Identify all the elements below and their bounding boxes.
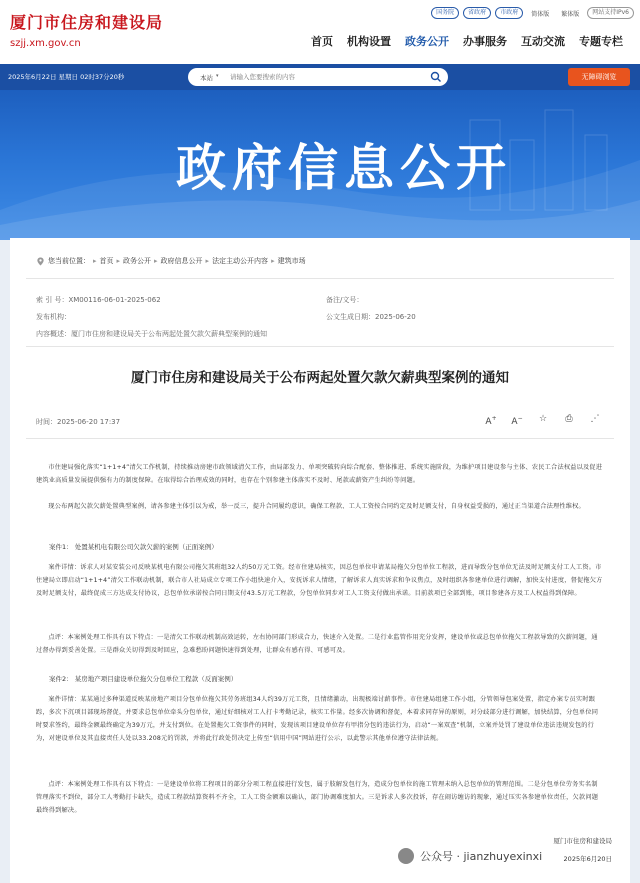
search-box [188, 68, 448, 86]
chevron-down-icon: ▾ [216, 73, 219, 79]
paragraph-intro: 市住建局强化落实“1+1+4”清欠工作机制，持续推动房建市政领域清欠工作，由局部发力、单项突破转向综合配套、整体推进、系统实施阶段，为维护项目建设参与主体、农民工合法权益以及促进建筑业高质量发展提供强有力的制度保障。在取得综合治理成效的同时，也存在个别参建主体落实不及时、尾款或薪资产生纠纷等问题。 [36, 464, 603, 484]
nav-org[interactable]: 机构设置 [347, 35, 391, 48]
watermark-text: 公众号 · jianzhuyexinxi [420, 850, 543, 863]
print-icon[interactable]: ⎙ [565, 414, 573, 424]
favorite-star-icon[interactable]: ☆ [538, 414, 548, 424]
location-icon [36, 257, 45, 266]
breadcrumb-arrow: ▸ [205, 257, 210, 265]
breadcrumb-arrow: ▸ [154, 257, 158, 265]
case2-detail: 案件详情：某某通过多种渠道反映某房地产项目分包单位拖欠其劳务班组34人约39万元工资，且情绪激动，出现极端讨薪事件。市住建局组建工作小组，分管领导包案处置，指定办案专员实时跟踪，多次下沉项目部现场督促，并要求总包单位牵头分包单位，通过好细核对工人打卡考勤记录，核实工作量。经多次协调和督促，本着求同存异的原则，对分歧部分进行调解，加快结算，分包单位同时要求签约，最终金额最终确定为39万元，并支付到位。在处置拖欠工资事件的同时，发现该项目建设单位存有甲指分包的违法行为，启动“一案双查”机制，立案并处罚了建设单位违法违规发包的行为，对建设单位及其直接责任人处以33.208元的罚款，并将此行政处罚决定上传至“信用中国”网站进行公示，以此警示其他单位遵守法律法规。 [36, 696, 599, 742]
breadcrumb-arrow: ▸ [271, 257, 275, 265]
signature-org: 厦门市住房和建设局 [553, 837, 612, 845]
current-date: 2025年6月22日 星期日 02时37分20秒 [8, 73, 125, 81]
utility-bar [0, 64, 640, 90]
ipv6-badge: 网站支持IPv6 [587, 7, 634, 19]
breadcrumb-construction-market[interactable]: 建筑市场 [277, 257, 306, 265]
case2-heading: 案件2： 某房地产项目建设单位拖欠分包单位工程款（反面案例） [49, 675, 238, 683]
breadcrumb-gov-affairs[interactable]: 政务公开 [123, 257, 152, 265]
publish-time: 时间：2025-06-20 17:37 [36, 418, 121, 426]
meta-pub-org: 发布机构： [36, 313, 71, 321]
link-simplified[interactable]: 简体版 [531, 10, 550, 18]
divider [26, 438, 614, 439]
case1-detail: 案件详情：诉求人对某安装公司反映某机电有限公司拖欠其班组32人约50万元工资。经市住建局核实，因总包单位申请某局拖欠分包单位工程款，进而导致分包单位无法及时足额支付工人工资。市住建局立即启动“1+1+4”清欠工作联动机制，联合市人社局成立专项工作小组快速介入，安抚诉求人情绪，了解诉求人真实诉求和争议焦点，及时组织各参建单位进行调解，加快支付进度，督促拖欠方及时足额支付，最终促成三方达成支付协议，总包单位承诺按合同日期支付43.5万元工程款，分包单位同步对工人工资支付做出承诺。目前款项已全部到账，项目参建各方及工人权益得到保障。 [36, 564, 603, 597]
search-input[interactable] [226, 71, 424, 83]
content-card [10, 238, 630, 883]
meta-remark: 备注/文号： [326, 296, 364, 304]
paragraph-notice: 现公布两起欠款欠薪处置典型案例，请各参建主体引以为戒，举一反三，提升合同履约意识，确保工程款、工人工资按合同约定及时足额支付，自身权益受损的，通过正当渠道合法理性维权。 [48, 503, 585, 510]
breadcrumb [36, 256, 306, 266]
link-province[interactable]: 省政府 [463, 7, 491, 19]
meta-gen-date: 公文生成日期：2025-06-20 [326, 313, 416, 321]
nav-interaction[interactable]: 互动交流 [521, 35, 565, 48]
site-domain: szjj.xm.gov.cn [10, 38, 81, 49]
breadcrumb-home[interactable]: 首页 [99, 257, 114, 265]
document-title: 厦门市住房和建设局关于公布两起处置欠款欠薪典型案例的通知 [131, 370, 509, 386]
breadcrumb-statutory[interactable]: 法定主动公开内容 [212, 257, 269, 265]
nav-home[interactable]: 首页 [311, 35, 333, 48]
divider [26, 278, 614, 279]
case2-point: 点评：本案例处理工作具有以下特点：一是建设单位将工程项目的部分分项工程直接进行发包，属于肢解发包行为，造成分包单位的施工管理未纳入总包单位的管理范围。二是分包单位劳务实名制管理落实不到位，部分工人考勤打卡缺失，造成工程款结算资料不齐全，工人工资金额难以确认，部门协调难度加大。三是诉求人多次投诉，存在闹访缠访的现象，通过压实各参建单位责任，欠款问题最终得到解决。 [36, 781, 599, 814]
search-icon[interactable] [430, 71, 442, 83]
font-decrease-icon[interactable]: A− [511, 415, 523, 427]
top-links [431, 7, 634, 19]
link-traditional[interactable]: 繁体版 [561, 10, 580, 18]
main-nav [304, 34, 630, 50]
case1-heading: 案件1： 处置某机电有限公司欠款欠薪的案例（正面案例） [49, 543, 218, 551]
share-icon[interactable]: ⋰ [590, 414, 600, 424]
nav-services[interactable]: 办事服务 [463, 35, 507, 48]
banner [0, 90, 640, 240]
site-header [0, 0, 640, 64]
breadcrumb-info-public[interactable]: 政府信息公开 [160, 257, 203, 265]
watermark [398, 848, 542, 864]
search-scope-select[interactable]: 本站 [200, 74, 213, 82]
breadcrumb-arrow: ▸ [116, 257, 121, 265]
article-tools [484, 412, 602, 426]
link-state-council[interactable]: 国务院 [431, 7, 459, 19]
breadcrumb-prefix: 您当前位置： [48, 257, 90, 265]
case1-point: 点评：本案例处理工作具有以下特点：一是清欠工作联动机制高效运转，左右协同部门形成合力，快速介入处置。二是行业监管作用充分发挥，建设单位或总包单位拖欠工程款导致的欠薪问题，通过督办得到妥善处置。三是群众关切得到及时回应，急难愁盼问题快速得到处理，让群众有感有得、可感可及。 [36, 634, 598, 654]
barrier-free-button[interactable]: 无障碍浏览 [568, 68, 630, 86]
site-name[interactable]: 厦门市住房和建设局 [10, 13, 164, 32]
font-increase-icon[interactable]: A+ [485, 415, 497, 427]
breadcrumb-arrow: ▸ [93, 257, 97, 265]
wechat-icon [398, 848, 414, 864]
signature-date: 2025年6月20日 [563, 855, 612, 863]
meta-index: 索 引 号：XM00116-06-01-2025-062 [36, 296, 161, 304]
divider [26, 346, 614, 347]
link-city[interactable]: 市政府 [495, 7, 523, 19]
nav-gov-affairs[interactable]: 政务公开 [405, 35, 449, 48]
banner-title: 政府信息公开 [176, 139, 512, 197]
meta-summary: 内容概述：厦门市住房和建设局关于公布两起处置欠款欠薪典型案例的通知 [36, 330, 267, 338]
nav-topics[interactable]: 专题专栏 [579, 35, 623, 48]
